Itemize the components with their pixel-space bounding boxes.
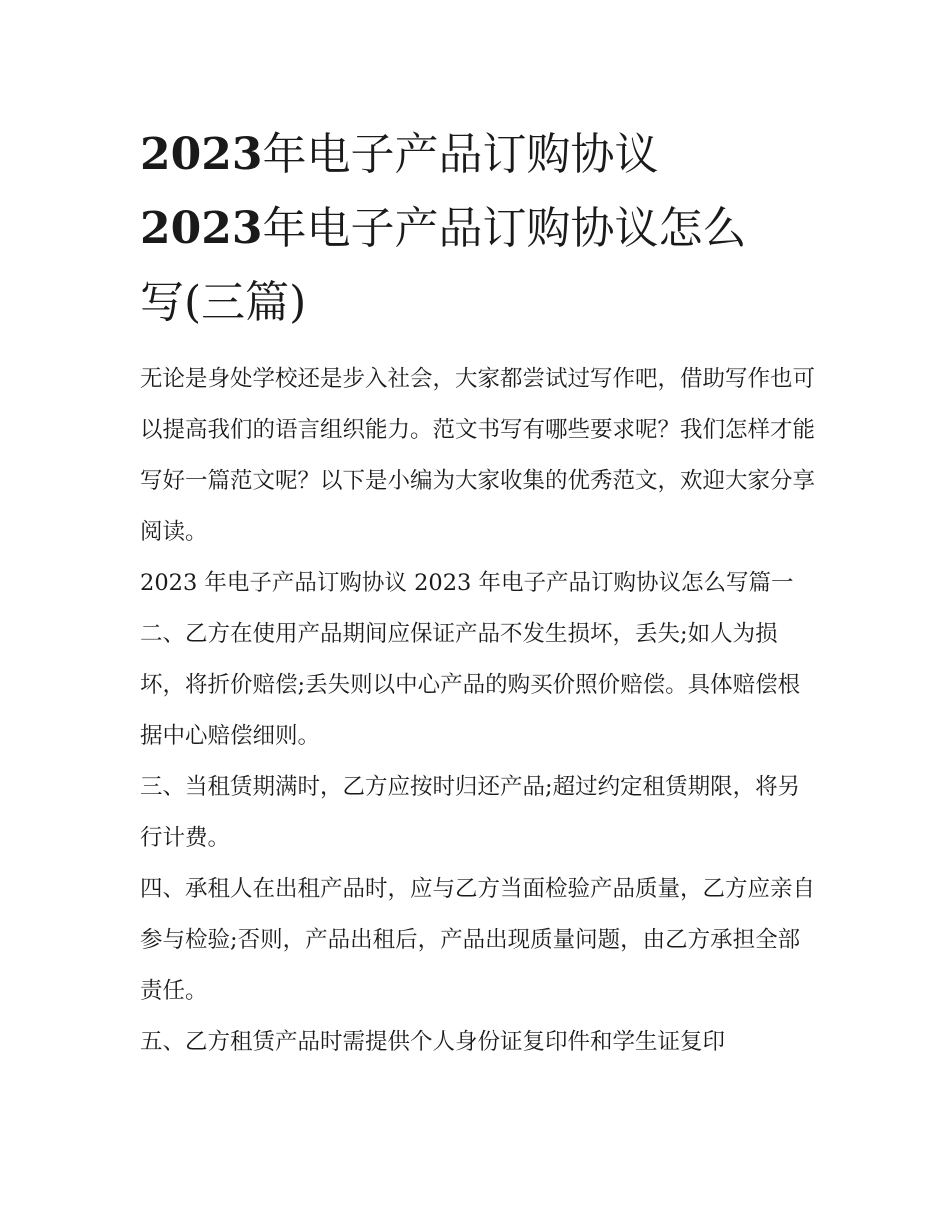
title-text: 年电子产品订购协议怎么 <box>262 203 747 254</box>
body-paragraph-clause-4: 四、承租人在出租产品时，应与乙方当面检验产品质量，乙方应亲自参与检验;否则，产品出租后，产品出现质量问题，由乙方承担全部责任。 <box>140 876 816 1004</box>
title-year: 2023 <box>140 203 263 254</box>
title-year: 2023 <box>140 129 263 180</box>
body-paragraph-section-heading: 2023 年电子产品订购协议 2023 年电子产品订购协议怎么写篇一 <box>140 570 794 596</box>
title-line-1 <box>140 118 820 192</box>
document-page <box>140 118 820 1068</box>
body-paragraph-clause-2: 二、乙方在使用产品期间应保证产品不发生损坏，丢失;如人为损坏，将折价赔偿;丢失则以中心产品的购买价照价赔偿。具体赔偿根据中心赔偿细则。 <box>140 621 801 749</box>
title-line-2 <box>140 192 820 266</box>
body-paragraph-clause-5: 五、乙方租赁产品时需提供个人身份证复印件和学生证复印 <box>140 1029 726 1055</box>
title-text: 写(三篇) <box>140 277 307 328</box>
title-line-3 <box>140 266 820 340</box>
body-paragraph-clause-3: 三、当租赁期满时，乙方应按时归还产品;超过约定租赁期限，将另行计费。 <box>140 774 801 851</box>
title-text: 年电子产品订购协议 <box>262 129 659 180</box>
body-paragraph-intro: 无论是身处学校还是步入社会，大家都尝试过写作吧，借助写作也可以提高我们的语言组织能力。范文书写有哪些要求呢？我们怎样才能写好一篇范文呢？以下是小编为大家收集的优秀范文，欢迎大家分享阅读。 <box>140 366 816 545</box>
document-title <box>140 118 820 340</box>
